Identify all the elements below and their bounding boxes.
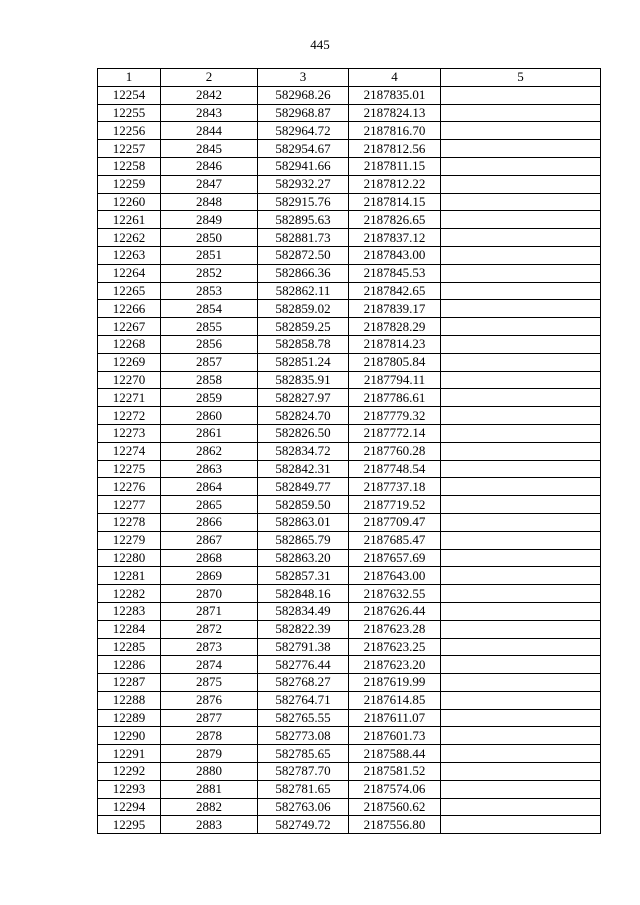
- table-cell: 2877: [161, 709, 258, 727]
- table-cell: 582827.97: [258, 389, 349, 407]
- table-cell: 2187814.23: [349, 335, 441, 353]
- table-cell: 12285: [98, 638, 161, 656]
- table-cell: [441, 638, 601, 656]
- table-cell: 2853: [161, 282, 258, 300]
- table-cell: 12287: [98, 674, 161, 692]
- coordinates-table: [97, 68, 601, 834]
- table-cell: 2878: [161, 727, 258, 745]
- table-header-row: [98, 69, 601, 87]
- table-cell: 2187828.29: [349, 318, 441, 336]
- table-cell: 2882: [161, 798, 258, 816]
- table-cell: 582765.55: [258, 709, 349, 727]
- table-cell: 2187842.65: [349, 282, 441, 300]
- table-cell: [441, 549, 601, 567]
- table-cell: [441, 816, 601, 834]
- table-cell: 12283: [98, 602, 161, 620]
- table-row: [98, 496, 601, 514]
- table-cell: 2187614.85: [349, 691, 441, 709]
- table-cell: 582822.39: [258, 620, 349, 638]
- table-cell: 582776.44: [258, 656, 349, 674]
- table-cell: [441, 157, 601, 175]
- table-cell: [441, 478, 601, 496]
- table-cell: 12265: [98, 282, 161, 300]
- table-cell: [441, 513, 601, 531]
- table-cell: 582954.67: [258, 140, 349, 158]
- table-cell: 2870: [161, 585, 258, 603]
- table-row: [98, 264, 601, 282]
- table-row: [98, 389, 601, 407]
- table-cell: 582872.50: [258, 246, 349, 264]
- table-cell: 2852: [161, 264, 258, 282]
- table-cell: 2187826.65: [349, 211, 441, 229]
- table-cell: 582863.01: [258, 513, 349, 531]
- table-cell: 2187574.06: [349, 780, 441, 798]
- table-cell: 2187843.00: [349, 246, 441, 264]
- table-cell: 2187632.55: [349, 585, 441, 603]
- table-cell: [441, 229, 601, 247]
- table-cell: 12271: [98, 389, 161, 407]
- table-row: [98, 798, 601, 816]
- table-row: [98, 478, 601, 496]
- table-cell: 2187611.07: [349, 709, 441, 727]
- table-row: [98, 371, 601, 389]
- table-cell: 2187643.00: [349, 567, 441, 585]
- table-cell: 2845: [161, 140, 258, 158]
- table-row: [98, 157, 601, 175]
- table-cell: [441, 122, 601, 140]
- table-cell: 2187772.14: [349, 424, 441, 442]
- table-cell: [441, 567, 601, 585]
- table-cell: 12288: [98, 691, 161, 709]
- table-cell: [441, 745, 601, 763]
- table-row: [98, 567, 601, 585]
- table-cell: 2187623.20: [349, 656, 441, 674]
- table-cell: 12259: [98, 175, 161, 193]
- table-cell: 2187685.47: [349, 531, 441, 549]
- table-row: [98, 318, 601, 336]
- table-cell: [441, 353, 601, 371]
- table-row: [98, 335, 601, 353]
- table-cell: 2881: [161, 780, 258, 798]
- table-cell: 2880: [161, 763, 258, 781]
- table-cell: 12279: [98, 531, 161, 549]
- table-cell: 2869: [161, 567, 258, 585]
- table-cell: 582895.63: [258, 211, 349, 229]
- table-cell: 2187626.44: [349, 602, 441, 620]
- table-cell: 12269: [98, 353, 161, 371]
- table-cell: 2187601.73: [349, 727, 441, 745]
- table-cell: [441, 780, 601, 798]
- table-cell: 2187835.01: [349, 86, 441, 104]
- table-cell: 2874: [161, 656, 258, 674]
- table-row: [98, 727, 601, 745]
- table-cell: 2850: [161, 229, 258, 247]
- table-row: [98, 780, 601, 798]
- table-cell: 2187805.84: [349, 353, 441, 371]
- table-cell: 582968.26: [258, 86, 349, 104]
- table-cell: 12268: [98, 335, 161, 353]
- table-cell: 12273: [98, 424, 161, 442]
- table-cell: [441, 318, 601, 336]
- table-cell: 2187719.52: [349, 496, 441, 514]
- table-cell: [441, 175, 601, 193]
- table-cell: 582915.76: [258, 193, 349, 211]
- table-cell: 582968.87: [258, 104, 349, 122]
- table-cell: 12266: [98, 300, 161, 318]
- table-cell: 582791.38: [258, 638, 349, 656]
- table-cell: 2851: [161, 246, 258, 264]
- table-cell: [441, 335, 601, 353]
- table-cell: 12280: [98, 549, 161, 567]
- table-cell: 2865: [161, 496, 258, 514]
- table-cell: 582842.31: [258, 460, 349, 478]
- table-row: [98, 531, 601, 549]
- table-cell: 2875: [161, 674, 258, 692]
- table-cell: 12260: [98, 193, 161, 211]
- table-cell: [441, 282, 601, 300]
- table-cell: 2858: [161, 371, 258, 389]
- table-row: [98, 460, 601, 478]
- table-cell: 12261: [98, 211, 161, 229]
- table-cell: [441, 211, 601, 229]
- table-cell: 12290: [98, 727, 161, 745]
- table-cell: 2187837.12: [349, 229, 441, 247]
- table-cell: 582881.73: [258, 229, 349, 247]
- table-cell: 2879: [161, 745, 258, 763]
- table-cell: 2187794.11: [349, 371, 441, 389]
- table-cell: 582851.24: [258, 353, 349, 371]
- table-cell: 582941.66: [258, 157, 349, 175]
- column-header: 5: [441, 69, 601, 87]
- table-cell: 12294: [98, 798, 161, 816]
- table-cell: [441, 371, 601, 389]
- table-row: [98, 353, 601, 371]
- table-cell: 582749.72: [258, 816, 349, 834]
- column-header: 3: [258, 69, 349, 87]
- table-row: [98, 424, 601, 442]
- table-row: [98, 549, 601, 567]
- table-cell: 582848.16: [258, 585, 349, 603]
- table-cell: [441, 602, 601, 620]
- table-cell: 582858.78: [258, 335, 349, 353]
- table-cell: 2866: [161, 513, 258, 531]
- table-row: [98, 656, 601, 674]
- table-row: [98, 246, 601, 264]
- table-row: [98, 763, 601, 781]
- table-row: [98, 674, 601, 692]
- table-cell: 582787.70: [258, 763, 349, 781]
- table-cell: 2855: [161, 318, 258, 336]
- column-header: 2: [161, 69, 258, 87]
- table-cell: 12272: [98, 407, 161, 425]
- table-cell: 2844: [161, 122, 258, 140]
- table-cell: 2847: [161, 175, 258, 193]
- table-cell: 2187737.18: [349, 478, 441, 496]
- table-row: [98, 86, 601, 104]
- table-cell: 2872: [161, 620, 258, 638]
- table-cell: 12262: [98, 229, 161, 247]
- table-cell: 12295: [98, 816, 161, 834]
- table-row: [98, 229, 601, 247]
- table-cell: 582964.72: [258, 122, 349, 140]
- table-cell: 12255: [98, 104, 161, 122]
- table-cell: 2864: [161, 478, 258, 496]
- table-cell: 2187824.13: [349, 104, 441, 122]
- table-row: [98, 513, 601, 531]
- table-cell: 12282: [98, 585, 161, 603]
- table-cell: [441, 674, 601, 692]
- table-row: [98, 282, 601, 300]
- table-cell: 582866.36: [258, 264, 349, 282]
- table-cell: 2187812.56: [349, 140, 441, 158]
- table-row: [98, 300, 601, 318]
- table-cell: 2867: [161, 531, 258, 549]
- table-cell: 2856: [161, 335, 258, 353]
- table-row: [98, 193, 601, 211]
- table-cell: 582834.72: [258, 442, 349, 460]
- table-cell: 582764.71: [258, 691, 349, 709]
- table-cell: 2857: [161, 353, 258, 371]
- table-cell: 582835.91: [258, 371, 349, 389]
- table-body: [98, 86, 601, 833]
- table-row: [98, 691, 601, 709]
- table-row: [98, 175, 601, 193]
- table-row: [98, 140, 601, 158]
- table-cell: 12263: [98, 246, 161, 264]
- table-row: [98, 211, 601, 229]
- table-cell: 12264: [98, 264, 161, 282]
- table-cell: 2873: [161, 638, 258, 656]
- table-row: [98, 745, 601, 763]
- table-cell: 582834.49: [258, 602, 349, 620]
- table-cell: 2862: [161, 442, 258, 460]
- table-cell: 2843: [161, 104, 258, 122]
- table-cell: 2871: [161, 602, 258, 620]
- column-header: 1: [98, 69, 161, 87]
- table-cell: 12277: [98, 496, 161, 514]
- table-cell: 2860: [161, 407, 258, 425]
- table-cell: 12281: [98, 567, 161, 585]
- table-cell: 12267: [98, 318, 161, 336]
- table-cell: [441, 140, 601, 158]
- table-cell: 582763.06: [258, 798, 349, 816]
- table-cell: 2187560.62: [349, 798, 441, 816]
- table-cell: [441, 656, 601, 674]
- table-cell: 12275: [98, 460, 161, 478]
- table-cell: 582781.65: [258, 780, 349, 798]
- table-cell: 582849.77: [258, 478, 349, 496]
- table-cell: 12276: [98, 478, 161, 496]
- table-cell: [441, 300, 601, 318]
- table-cell: 2187588.44: [349, 745, 441, 763]
- table-row: [98, 407, 601, 425]
- table-cell: 12278: [98, 513, 161, 531]
- table-cell: [441, 407, 601, 425]
- table-cell: 2187623.25: [349, 638, 441, 656]
- table-cell: [441, 389, 601, 407]
- table-cell: 582773.08: [258, 727, 349, 745]
- table-row: [98, 104, 601, 122]
- table-cell: [441, 531, 601, 549]
- table-cell: [441, 798, 601, 816]
- table-cell: 2187556.80: [349, 816, 441, 834]
- table-cell: [441, 585, 601, 603]
- table-cell: 12270: [98, 371, 161, 389]
- table-cell: [441, 763, 601, 781]
- table-cell: 582826.50: [258, 424, 349, 442]
- table-cell: 582859.50: [258, 496, 349, 514]
- table-cell: 2883: [161, 816, 258, 834]
- table-cell: 2187619.99: [349, 674, 441, 692]
- table-cell: [441, 691, 601, 709]
- table-cell: 12254: [98, 86, 161, 104]
- table-cell: 582768.27: [258, 674, 349, 692]
- table-cell: [441, 460, 601, 478]
- table-cell: 2187779.32: [349, 407, 441, 425]
- table-cell: 2854: [161, 300, 258, 318]
- table-cell: 2848: [161, 193, 258, 211]
- table-cell: [441, 264, 601, 282]
- table-cell: 582857.31: [258, 567, 349, 585]
- table-cell: 582824.70: [258, 407, 349, 425]
- table-cell: 12289: [98, 709, 161, 727]
- table-cell: 2187839.17: [349, 300, 441, 318]
- table-cell: 2849: [161, 211, 258, 229]
- table-cell: [441, 104, 601, 122]
- table-cell: 2187816.70: [349, 122, 441, 140]
- table-cell: 2863: [161, 460, 258, 478]
- table-cell: 2187845.53: [349, 264, 441, 282]
- table-cell: 12293: [98, 780, 161, 798]
- table-cell: [441, 246, 601, 264]
- table-cell: [441, 442, 601, 460]
- table-row: [98, 585, 601, 603]
- table-cell: 2859: [161, 389, 258, 407]
- table-row: [98, 620, 601, 638]
- table-cell: 12258: [98, 157, 161, 175]
- table-cell: 2187748.54: [349, 460, 441, 478]
- table-cell: 2861: [161, 424, 258, 442]
- table-cell: 12284: [98, 620, 161, 638]
- table-cell: 2187581.52: [349, 763, 441, 781]
- table-cell: 12257: [98, 140, 161, 158]
- table-cell: 582865.79: [258, 531, 349, 549]
- table-cell: 2876: [161, 691, 258, 709]
- page-number: 445: [310, 37, 330, 52]
- table-row: [98, 816, 601, 834]
- table-cell: 2187814.15: [349, 193, 441, 211]
- table-cell: [441, 193, 601, 211]
- table-row: [98, 602, 601, 620]
- table-cell: [441, 709, 601, 727]
- table-cell: 2187709.47: [349, 513, 441, 531]
- table-row: [98, 709, 601, 727]
- column-header: 4: [349, 69, 441, 87]
- table-cell: 2846: [161, 157, 258, 175]
- table-cell: [441, 620, 601, 638]
- table-cell: 582859.02: [258, 300, 349, 318]
- table-cell: 2868: [161, 549, 258, 567]
- table-row: [98, 638, 601, 656]
- table-cell: 582932.27: [258, 175, 349, 193]
- table-cell: 12292: [98, 763, 161, 781]
- table-cell: 2187623.28: [349, 620, 441, 638]
- table-cell: [441, 496, 601, 514]
- table-cell: 2187812.22: [349, 175, 441, 193]
- table-cell: [441, 424, 601, 442]
- table-cell: [441, 86, 601, 104]
- table-cell: 2842: [161, 86, 258, 104]
- table-cell: 582863.20: [258, 549, 349, 567]
- table-cell: [441, 727, 601, 745]
- table-cell: 582859.25: [258, 318, 349, 336]
- table-cell: 12256: [98, 122, 161, 140]
- table-cell: 2187786.61: [349, 389, 441, 407]
- table-cell: 582785.65: [258, 745, 349, 763]
- table-cell: 12291: [98, 745, 161, 763]
- table-cell: 2187760.28: [349, 442, 441, 460]
- table-row: [98, 122, 601, 140]
- table-cell: 12274: [98, 442, 161, 460]
- table-cell: 582862.11: [258, 282, 349, 300]
- table-cell: 2187657.69: [349, 549, 441, 567]
- table-cell: 12286: [98, 656, 161, 674]
- table-cell: 2187811.15: [349, 157, 441, 175]
- table-row: [98, 442, 601, 460]
